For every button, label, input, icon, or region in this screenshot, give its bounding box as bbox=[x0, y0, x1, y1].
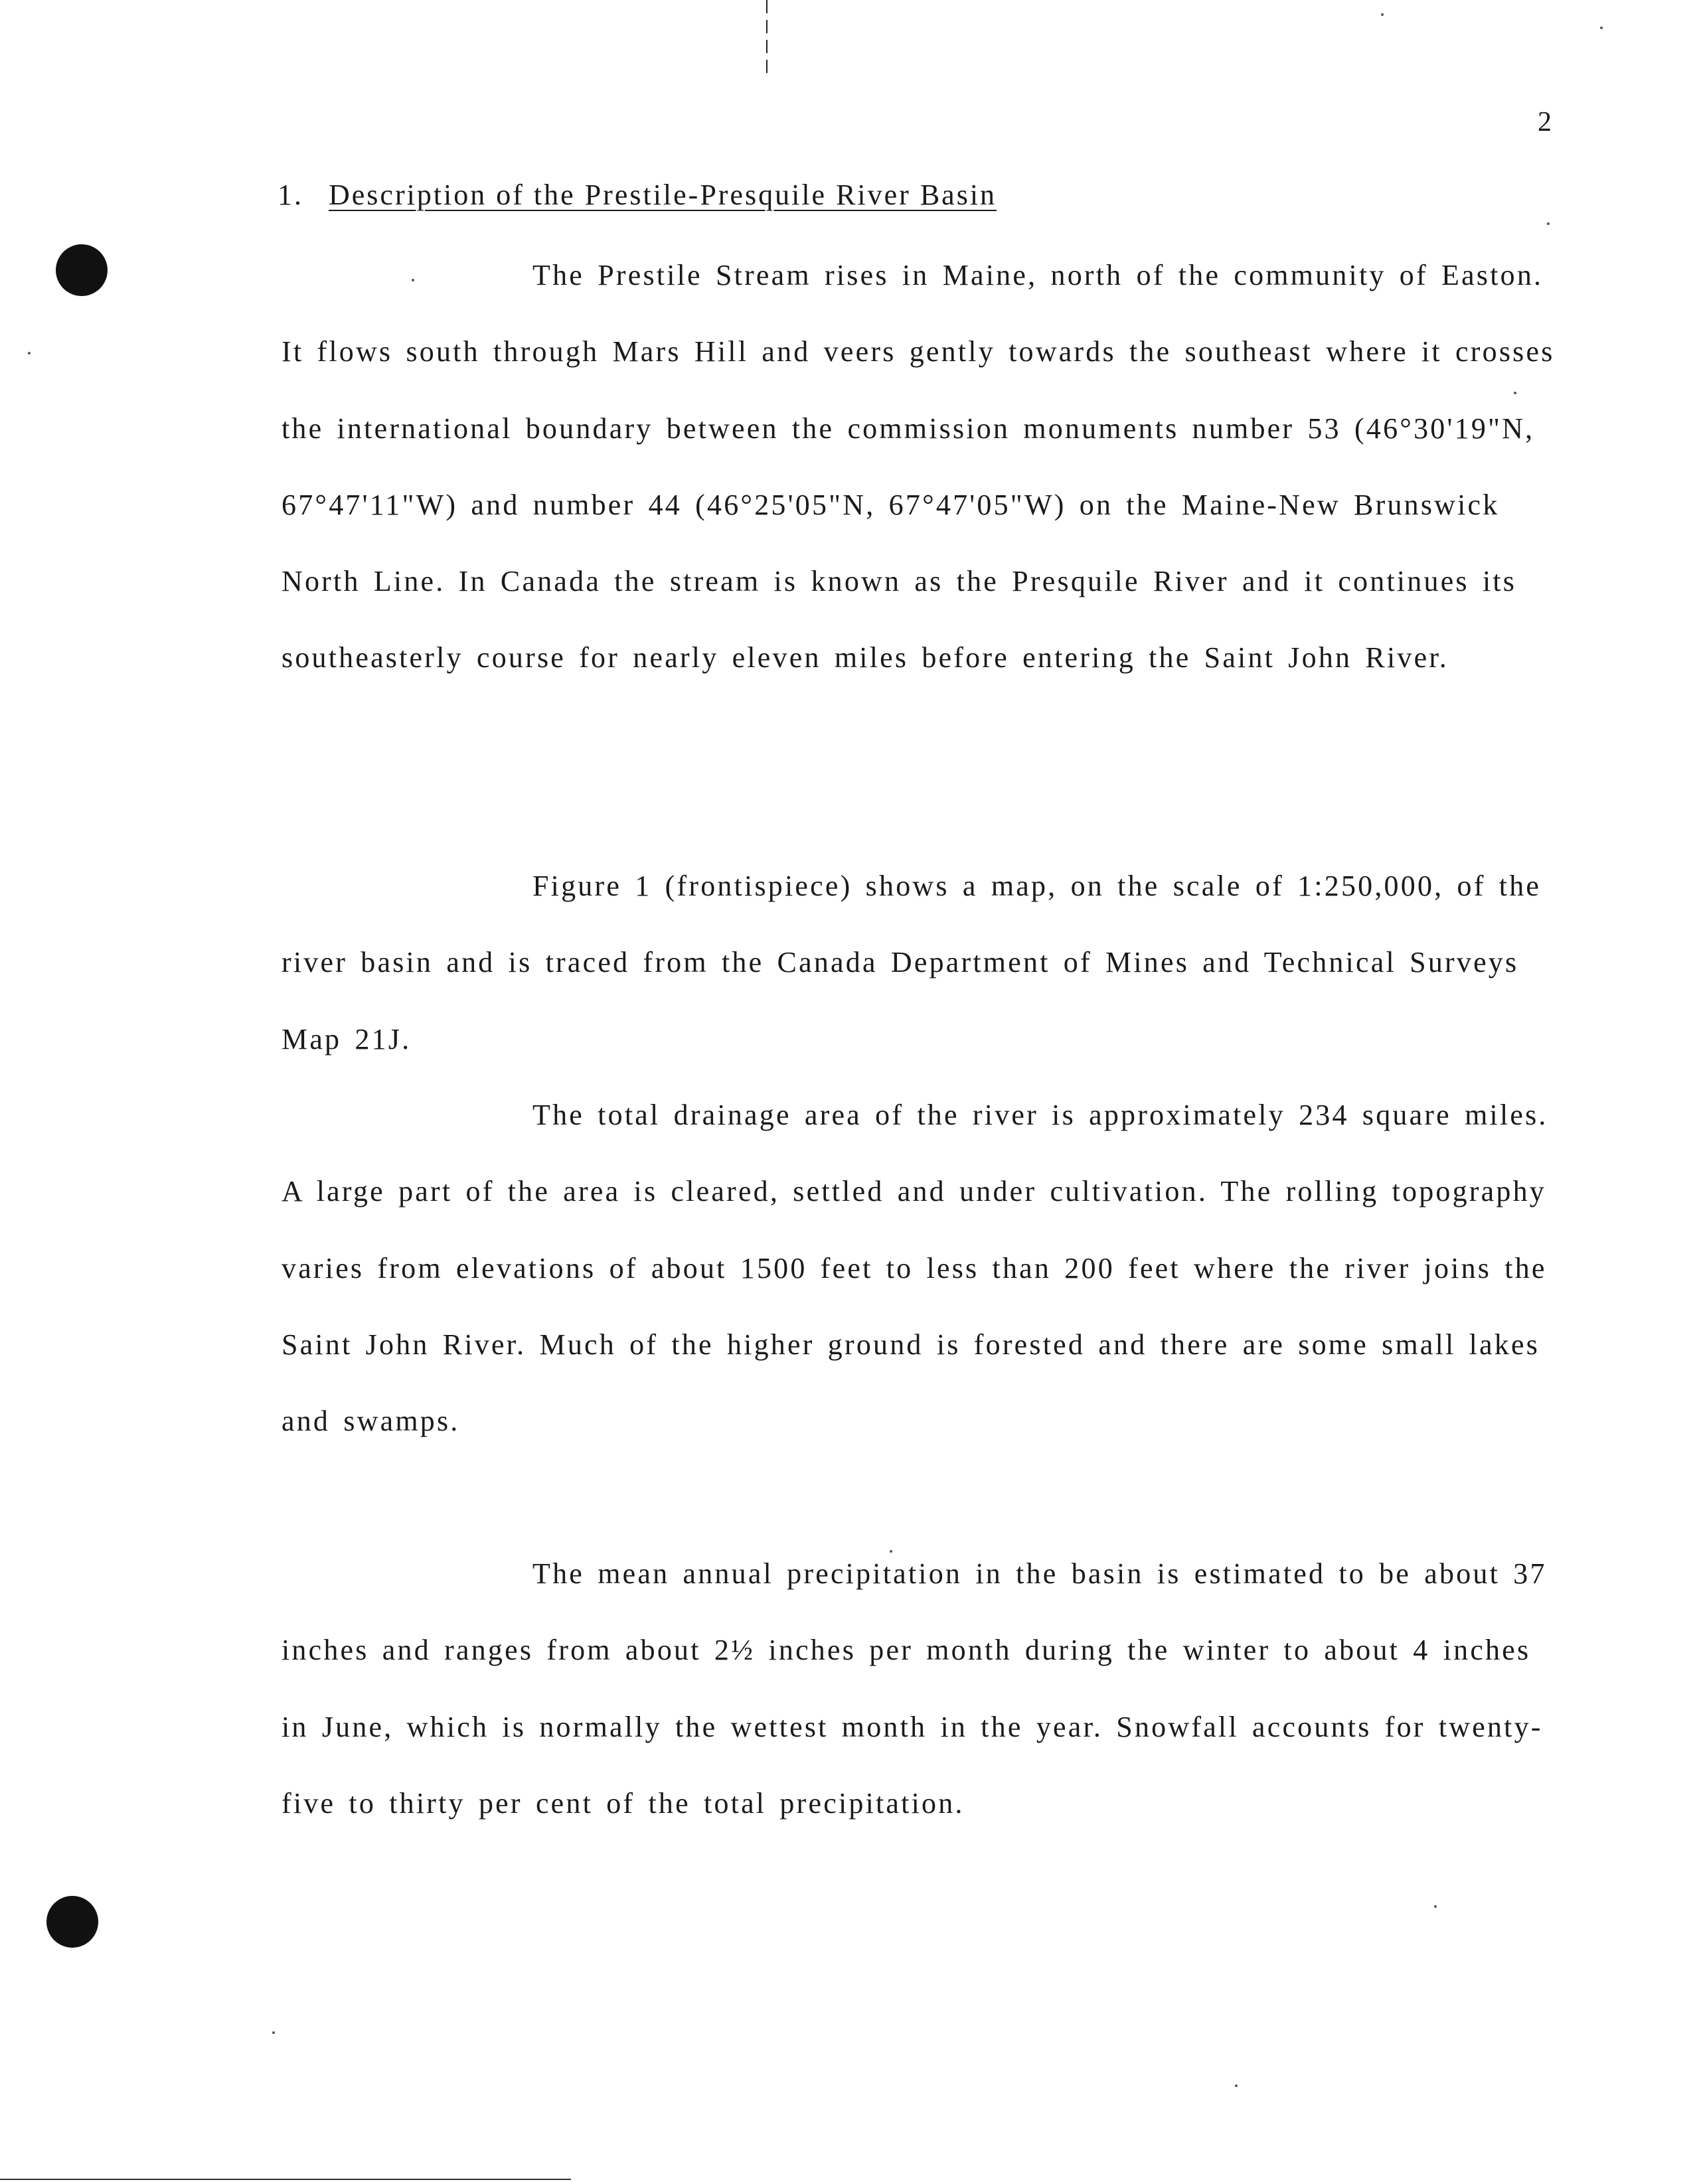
section-title: Description of the Prestile-Presquile River Basin bbox=[329, 179, 997, 211]
paragraph-precipitation: The mean annual precipitation in the basin is estimated to be about 37 inches and ranges from about 2½ inches per month during the winter to about 4 inches in June, which is normally the wettest month in the year. Snowfall accounts for twenty-five to thirty per cent of the total precipitation. bbox=[282, 1557, 1547, 1820]
scan-speck bbox=[1381, 13, 1384, 16]
scan-speck bbox=[272, 2031, 275, 2034]
page-number: 2 bbox=[1538, 107, 1553, 137]
scan-speck bbox=[1547, 222, 1550, 225]
paragraph-4-block bbox=[282, 1535, 1556, 1841]
scan-speck bbox=[28, 352, 31, 354]
scan-bottom-edge bbox=[0, 2179, 571, 2180]
scan-speck bbox=[412, 279, 414, 281]
scan-speck bbox=[890, 1550, 892, 1553]
paragraph-course-of-stream: The Prestile Stream rises in Maine, north of the community of Easton. It flows south through Mars Hill and veers gently towards the southeast where it crosses the international boundary between the commission monuments number 53 (46°30'19"N, 67°47'11"W) and number 44 (46°25'05"N, 67°47'05"W) on the Maine-New Brunswick North Line. In Canada the stream is known as the Presquile River and it continues its southeasterly course for nearly eleven miles before entering the Saint John River. bbox=[282, 259, 1555, 674]
paragraph-drainage-area: The total drainage area of the river is approximately 234 square miles. A large part of the area is cleared, settled and under cultivation. The rolling topography varies from elevations of about 1500 feet to less than 200 feet where the river joins the Saint John River. Much of the higher ground is forested and there are some small lakes and swamps. bbox=[282, 1099, 1548, 1438]
scan-speck bbox=[1235, 2084, 1238, 2087]
paragraph-2-block bbox=[282, 848, 1556, 1077]
scan-speck bbox=[1514, 392, 1516, 394]
punch-hole-top bbox=[56, 244, 108, 296]
scan-edge-mark bbox=[766, 0, 768, 78]
scan-speck bbox=[1434, 1905, 1437, 1908]
section-heading bbox=[278, 178, 997, 212]
paragraph-map-reference: Figure 1 (frontispiece) shows a map, on the scale of 1:250,000, of the river basin and is traced from the Canada Department of Mines and Technical Surveys Map 21J. bbox=[282, 870, 1542, 1055]
punch-hole-bottom bbox=[46, 1896, 98, 1948]
scan-speck bbox=[1600, 27, 1603, 29]
paragraph-1-block bbox=[282, 237, 1556, 696]
section-number: 1. bbox=[278, 179, 303, 211]
paragraph-3-block bbox=[282, 1077, 1556, 1459]
